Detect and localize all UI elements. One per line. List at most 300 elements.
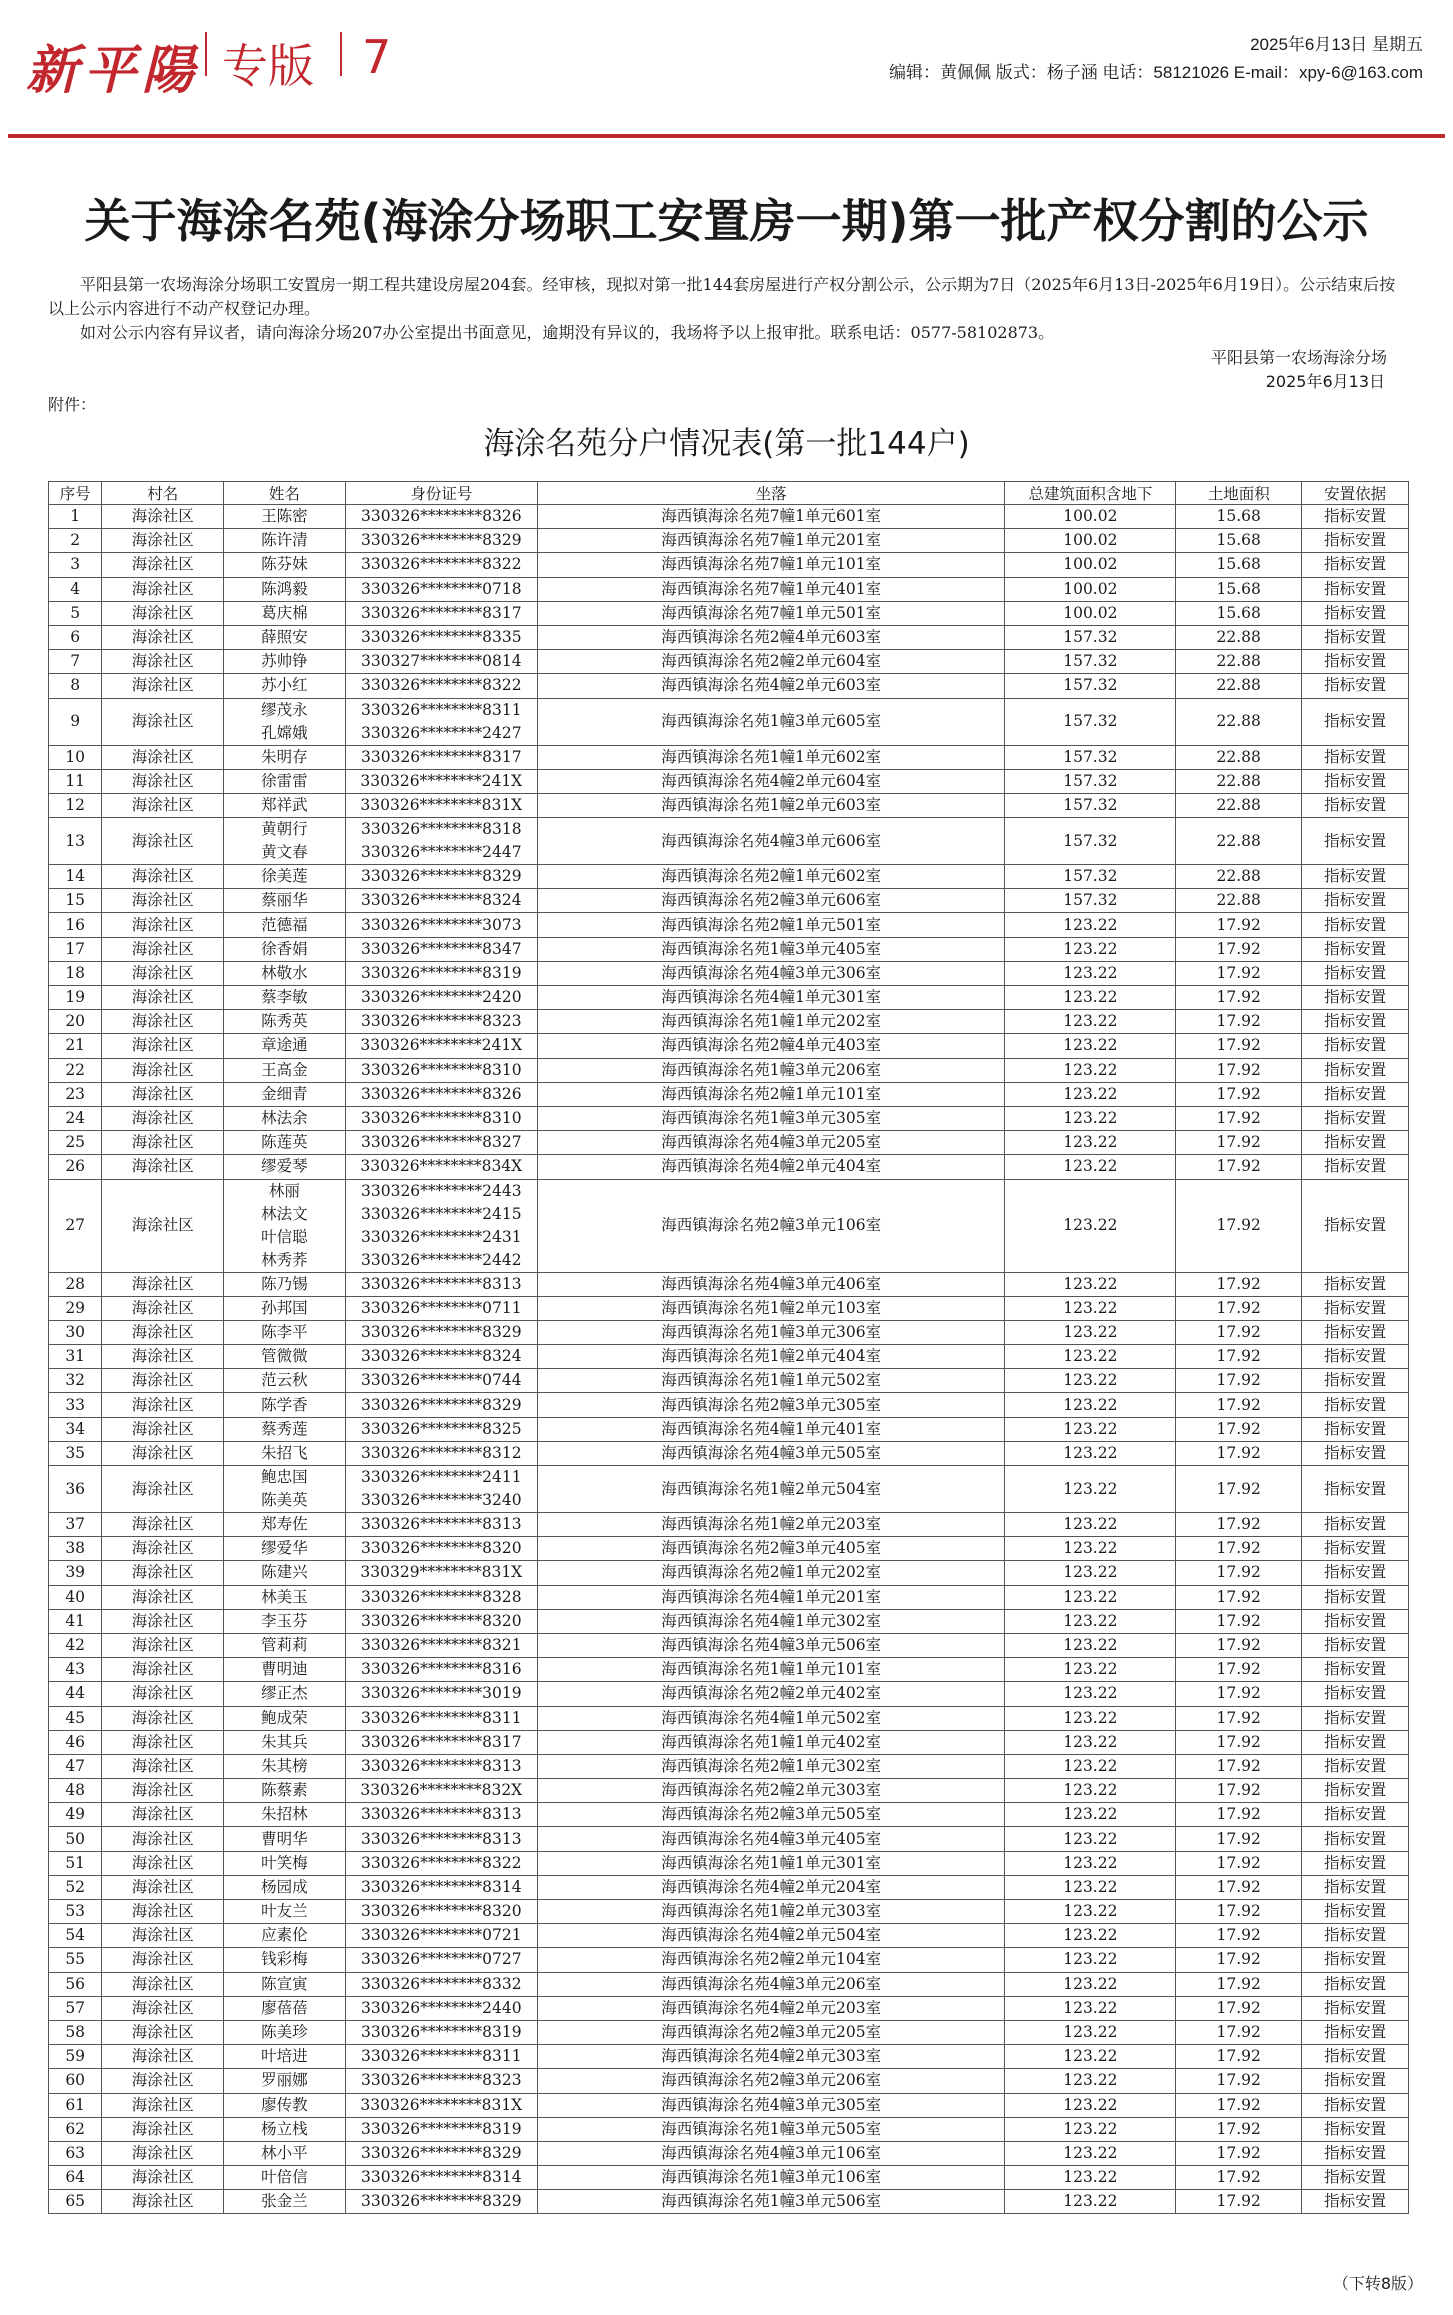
address: 海西镇海涂名苑1幢3单元605室 xyxy=(537,698,1005,745)
village-name: 海涂社区 xyxy=(102,1561,224,1585)
address: 海西镇海涂名苑2幢4单元603室 xyxy=(537,625,1005,649)
owner-name: 叶信聪 xyxy=(261,1227,308,1246)
resettlement-basis: 指标安置 xyxy=(1302,793,1409,817)
land-area: 17.92 xyxy=(1176,913,1302,937)
id-number: 330326********8329 xyxy=(361,867,522,886)
table-row xyxy=(49,1875,1409,1899)
id-number: 330326********8313 xyxy=(361,1756,522,1775)
table-row xyxy=(49,818,1409,865)
id-number: 330326********8326 xyxy=(361,507,522,526)
resettlement-basis: 指标安置 xyxy=(1302,1779,1409,1803)
owner-name: 范云秋 xyxy=(261,1371,308,1390)
owner-name: 缪爱华 xyxy=(261,1539,308,1558)
id-numbers xyxy=(345,1296,537,1320)
table-row xyxy=(49,1754,1409,1778)
village-name: 海涂社区 xyxy=(102,1106,224,1130)
address: 海西镇海涂名苑7幢1单元101室 xyxy=(537,553,1005,577)
id-number: 330326********2427 xyxy=(361,723,522,742)
resettlement-basis: 指标安置 xyxy=(1302,1875,1409,1899)
owner-name: 叶笑梅 xyxy=(261,1853,308,1872)
id-numbers xyxy=(345,1706,537,1730)
owner-name: 苏帅铮 xyxy=(261,652,308,671)
row-number: 52 xyxy=(49,1875,102,1899)
floor-area: 123.22 xyxy=(1005,1296,1176,1320)
table-row xyxy=(49,1179,1409,1272)
address: 海西镇海涂名苑2幢2单元303室 xyxy=(537,1779,1005,1803)
village-name: 海涂社区 xyxy=(102,1466,224,1513)
id-number: 330326********8329 xyxy=(361,1322,522,1341)
owner-name: 朱其兵 xyxy=(261,1732,308,1751)
id-numbers xyxy=(345,2117,537,2141)
row-number: 54 xyxy=(49,1924,102,1948)
row-number: 57 xyxy=(49,1996,102,2020)
row-number: 59 xyxy=(49,2045,102,2069)
village-name: 海涂社区 xyxy=(102,1417,224,1441)
id-number: 330326********2420 xyxy=(361,988,522,1007)
row-number: 37 xyxy=(49,1513,102,1537)
owner-name: 王陈密 xyxy=(261,507,308,526)
land-area: 22.88 xyxy=(1176,698,1302,745)
address: 海西镇海涂名苑1幢1单元301室 xyxy=(537,1851,1005,1875)
floor-area: 123.22 xyxy=(1005,1827,1176,1851)
floor-area: 123.22 xyxy=(1005,2166,1176,2190)
row-number: 29 xyxy=(49,1296,102,1320)
id-number: 330326********8329 xyxy=(361,531,522,550)
address: 海西镇海涂名苑4幢3单元106室 xyxy=(537,2141,1005,2165)
row-number: 23 xyxy=(49,1082,102,1106)
id-number: 330326********831X xyxy=(360,795,523,814)
row-number: 20 xyxy=(49,1010,102,1034)
id-number: 330326********8325 xyxy=(361,1419,522,1438)
owner-names xyxy=(224,1296,346,1320)
resettlement-basis: 指标安置 xyxy=(1302,1948,1409,1972)
table-row xyxy=(49,553,1409,577)
issue-date: 2025年6月13日 星期五 xyxy=(1250,35,1423,54)
address: 海西镇海涂名苑2幢3单元205室 xyxy=(537,2020,1005,2044)
owner-name: 朱招飞 xyxy=(261,1443,308,1462)
floor-area: 123.22 xyxy=(1005,1466,1176,1513)
village-name: 海涂社区 xyxy=(102,1155,224,1179)
id-number: 330326********2431 xyxy=(361,1227,522,1246)
owner-name: 曹明迪 xyxy=(261,1660,308,1679)
table-row xyxy=(49,2166,1409,2190)
village-name: 海涂社区 xyxy=(102,1924,224,1948)
village-name: 海涂社区 xyxy=(102,1345,224,1369)
owner-name: 陈美英 xyxy=(261,1491,308,1509)
owner-names xyxy=(224,1875,346,1899)
address: 海西镇海涂名苑2幢1单元501室 xyxy=(537,913,1005,937)
id-number: 330326********2440 xyxy=(361,1998,522,2017)
table-row xyxy=(49,650,1409,674)
land-area: 17.92 xyxy=(1176,1393,1302,1417)
id-number: 330326********8322 xyxy=(361,1853,522,1872)
address: 海西镇海涂名苑4幢1单元301室 xyxy=(537,986,1005,1010)
resettlement-basis: 指标安置 xyxy=(1302,1561,1409,1585)
village-name: 海涂社区 xyxy=(102,2093,224,2117)
row-number: 55 xyxy=(49,1948,102,1972)
id-number: 330326********8313 xyxy=(361,1805,522,1824)
address: 海西镇海涂名苑2幢3单元305室 xyxy=(537,1393,1005,1417)
land-area: 17.92 xyxy=(1176,2190,1302,2214)
address: 海西镇海涂名苑4幢3单元205室 xyxy=(537,1131,1005,1155)
owner-names xyxy=(224,601,346,625)
village-name: 海涂社区 xyxy=(102,529,224,553)
land-area: 17.92 xyxy=(1176,1803,1302,1827)
id-numbers xyxy=(345,1585,537,1609)
resettlement-basis: 指标安置 xyxy=(1302,1730,1409,1754)
table-row xyxy=(49,865,1409,889)
floor-area: 123.22 xyxy=(1005,1658,1176,1682)
village-name: 海涂社区 xyxy=(102,769,224,793)
land-area: 17.92 xyxy=(1176,2020,1302,2044)
owner-names xyxy=(224,745,346,769)
resettlement-basis: 指标安置 xyxy=(1302,1296,1409,1320)
id-numbers xyxy=(345,1345,537,1369)
village-name: 海涂社区 xyxy=(102,1730,224,1754)
table-row xyxy=(49,1082,1409,1106)
village-name: 海涂社区 xyxy=(102,601,224,625)
id-numbers xyxy=(345,553,537,577)
owner-names xyxy=(224,1658,346,1682)
resettlement-basis: 指标安置 xyxy=(1302,601,1409,625)
village-name: 海涂社区 xyxy=(102,1537,224,1561)
land-area: 17.92 xyxy=(1176,1320,1302,1344)
owner-names xyxy=(224,2117,346,2141)
address: 海西镇海涂名苑4幢3单元506室 xyxy=(537,1633,1005,1657)
owner-name: 应素伦 xyxy=(261,1926,308,1945)
resettlement-basis: 指标安置 xyxy=(1302,2020,1409,2044)
address: 海西镇海涂名苑7幢1单元601室 xyxy=(537,505,1005,529)
land-area: 17.92 xyxy=(1176,2045,1302,2069)
village-name: 海涂社区 xyxy=(102,1658,224,1682)
table-row xyxy=(49,1155,1409,1179)
owner-name: 金细青 xyxy=(261,1084,308,1103)
id-number: 330326********8323 xyxy=(361,1012,522,1031)
floor-area: 157.32 xyxy=(1005,769,1176,793)
table-row xyxy=(49,1393,1409,1417)
village-name: 海涂社区 xyxy=(102,1779,224,1803)
floor-area: 123.22 xyxy=(1005,1851,1176,1875)
row-number: 8 xyxy=(49,674,102,698)
id-number: 330326********2411 xyxy=(361,1468,522,1486)
village-name: 海涂社区 xyxy=(102,577,224,601)
village-name: 海涂社区 xyxy=(102,1393,224,1417)
address: 海西镇海涂名苑1幢2单元404室 xyxy=(537,1345,1005,1369)
floor-area: 123.22 xyxy=(1005,1779,1176,1803)
owner-names xyxy=(224,865,346,889)
row-number: 46 xyxy=(49,1730,102,1754)
id-numbers xyxy=(345,1875,537,1899)
resettlement-basis: 指标安置 xyxy=(1302,2117,1409,2141)
village-name: 海涂社区 xyxy=(102,889,224,913)
id-number: 330326********8322 xyxy=(361,555,522,574)
row-number: 62 xyxy=(49,2117,102,2141)
masthead xyxy=(0,0,1453,140)
floor-area: 123.22 xyxy=(1005,1924,1176,1948)
land-area: 17.92 xyxy=(1176,2166,1302,2190)
id-numbers xyxy=(345,986,537,1010)
village-name: 海涂社区 xyxy=(102,1082,224,1106)
owner-names xyxy=(224,818,346,865)
newspaper-logo: 新平陽 xyxy=(26,40,201,101)
owner-name: 张金兰 xyxy=(261,2192,308,2211)
floor-area: 123.22 xyxy=(1005,2117,1176,2141)
floor-area: 123.22 xyxy=(1005,1393,1176,1417)
owner-name: 缪茂永 xyxy=(261,700,308,719)
owner-names xyxy=(224,2166,346,2190)
id-number: 330326********3240 xyxy=(361,1491,522,1509)
owner-name: 杨立栈 xyxy=(261,2119,308,2138)
resettlement-basis: 指标安置 xyxy=(1302,2069,1409,2093)
column-header: 序号 xyxy=(49,482,102,505)
owner-name: 蔡丽华 xyxy=(261,891,308,910)
resettlement-basis: 指标安置 xyxy=(1302,529,1409,553)
notice-date: 2025年6月13日 xyxy=(1265,372,1385,391)
land-area: 22.88 xyxy=(1176,889,1302,913)
table-row xyxy=(49,961,1409,985)
id-number: 330326********834X xyxy=(360,1157,523,1176)
owner-names xyxy=(224,1924,346,1948)
floor-area: 123.22 xyxy=(1005,1706,1176,1730)
id-numbers xyxy=(345,913,537,937)
village-name: 海涂社区 xyxy=(102,1513,224,1537)
floor-area: 100.02 xyxy=(1005,505,1176,529)
owner-names xyxy=(224,1179,346,1272)
land-area: 17.92 xyxy=(1176,1682,1302,1706)
column-header: 姓名 xyxy=(224,482,346,505)
id-number: 330326********8324 xyxy=(361,1347,522,1366)
resettlement-basis: 指标安置 xyxy=(1302,577,1409,601)
resettlement-basis: 指标安置 xyxy=(1302,986,1409,1010)
land-area: 17.92 xyxy=(1176,1179,1302,1272)
table-row xyxy=(49,1682,1409,1706)
owner-name: 陈宣寅 xyxy=(261,1974,308,1993)
resettlement-basis: 指标安置 xyxy=(1302,769,1409,793)
village-name: 海涂社区 xyxy=(102,1320,224,1344)
table-row xyxy=(49,505,1409,529)
id-numbers xyxy=(345,1996,537,2020)
table-row xyxy=(49,1345,1409,1369)
village-name: 海涂社区 xyxy=(102,1972,224,1996)
table-row xyxy=(49,937,1409,961)
floor-area: 123.22 xyxy=(1005,2093,1176,2117)
table-row xyxy=(49,529,1409,553)
village-name: 海涂社区 xyxy=(102,745,224,769)
id-number: 330326********8327 xyxy=(361,1133,522,1152)
address: 海西镇海涂名苑2幢3单元505室 xyxy=(537,1803,1005,1827)
address: 海西镇海涂名苑1幢3单元305室 xyxy=(537,1106,1005,1130)
table-row xyxy=(49,601,1409,625)
land-area: 17.92 xyxy=(1176,1010,1302,1034)
table-row xyxy=(49,769,1409,793)
row-number: 17 xyxy=(49,937,102,961)
floor-area: 157.32 xyxy=(1005,889,1176,913)
row-number: 45 xyxy=(49,1706,102,1730)
attachment-label: 附件： xyxy=(48,395,97,414)
floor-area: 123.22 xyxy=(1005,986,1176,1010)
floor-area: 123.22 xyxy=(1005,1155,1176,1179)
land-area: 17.92 xyxy=(1176,1537,1302,1561)
row-number: 19 xyxy=(49,986,102,1010)
row-number: 42 xyxy=(49,1633,102,1657)
id-numbers xyxy=(345,1393,537,1417)
owner-names xyxy=(224,1730,346,1754)
land-area: 17.92 xyxy=(1176,1561,1302,1585)
floor-area: 123.22 xyxy=(1005,1034,1176,1058)
owner-name: 陈蔡素 xyxy=(261,1781,308,1800)
row-number: 43 xyxy=(49,1658,102,1682)
id-number: 330326********8322 xyxy=(361,676,522,695)
owner-names xyxy=(224,650,346,674)
floor-area: 100.02 xyxy=(1005,577,1176,601)
owner-name: 薛照安 xyxy=(261,628,308,647)
floor-area: 157.32 xyxy=(1005,793,1176,817)
id-number: 330326********8329 xyxy=(361,2192,522,2211)
village-name: 海涂社区 xyxy=(102,2020,224,2044)
village-name: 海涂社区 xyxy=(102,986,224,1010)
row-number: 18 xyxy=(49,961,102,985)
table-row xyxy=(49,698,1409,745)
village-name: 海涂社区 xyxy=(102,961,224,985)
resettlement-basis: 指标安置 xyxy=(1302,1393,1409,1417)
row-number: 34 xyxy=(49,1417,102,1441)
owner-name: 郑寿佐 xyxy=(261,1515,308,1534)
village-name: 海涂社区 xyxy=(102,1058,224,1082)
id-numbers xyxy=(345,1058,537,1082)
address: 海西镇海涂名苑4幢3单元306室 xyxy=(537,961,1005,985)
row-number: 39 xyxy=(49,1561,102,1585)
row-number: 36 xyxy=(49,1466,102,1513)
id-numbers xyxy=(345,1179,537,1272)
land-area: 17.92 xyxy=(1176,1131,1302,1155)
id-numbers xyxy=(345,2045,537,2069)
owner-name: 李玉芬 xyxy=(261,1611,308,1630)
owner-name: 曹明华 xyxy=(261,1829,308,1848)
id-numbers xyxy=(345,1441,537,1465)
village-name: 海涂社区 xyxy=(102,674,224,698)
address: 海西镇海涂名苑4幢3单元305室 xyxy=(537,2093,1005,2117)
resettlement-basis: 指标安置 xyxy=(1302,505,1409,529)
address: 海西镇海涂名苑2幢4单元403室 xyxy=(537,1034,1005,1058)
id-number: 330326********2415 xyxy=(361,1204,522,1223)
row-number: 40 xyxy=(49,1585,102,1609)
row-number: 26 xyxy=(49,1155,102,1179)
notice-paragraph: 如对公示内容有异议者，请向海涂分场207办公室提出书面意见，逾期没有异议的，我场将予以上报审批。联系电话：0577-58102873。 xyxy=(80,323,1055,342)
resettlement-basis: 指标安置 xyxy=(1302,1320,1409,1344)
owner-names xyxy=(224,1972,346,1996)
table-row xyxy=(49,1972,1409,1996)
village-name: 海涂社区 xyxy=(102,1682,224,1706)
table-title: 海涂名苑分户情况表(第一批144户) xyxy=(483,426,970,462)
floor-area: 123.22 xyxy=(1005,1948,1176,1972)
owner-names xyxy=(224,1345,346,1369)
id-numbers xyxy=(345,1754,537,1778)
address: 海西镇海涂名苑4幢2单元404室 xyxy=(537,1155,1005,1179)
table-row xyxy=(49,2045,1409,2069)
owner-names xyxy=(224,1320,346,1344)
village-name: 海涂社区 xyxy=(102,2069,224,2093)
row-number: 61 xyxy=(49,2093,102,2117)
row-number: 7 xyxy=(49,650,102,674)
id-number: 330326********241X xyxy=(360,771,523,790)
id-numbers xyxy=(345,1537,537,1561)
row-number: 32 xyxy=(49,1369,102,1393)
column-header: 坐落 xyxy=(537,482,1005,505)
owner-names xyxy=(224,1155,346,1179)
owner-names xyxy=(224,1441,346,1465)
id-numbers xyxy=(345,1106,537,1130)
address: 海西镇海涂名苑4幢1单元302室 xyxy=(537,1609,1005,1633)
editor-credits: 编辑：黄佩佩 版式：杨子涵 电话：58121026 E-mail：xpy-6@163.com xyxy=(888,63,1423,82)
land-area: 17.92 xyxy=(1176,1441,1302,1465)
table-row xyxy=(49,1058,1409,1082)
floor-area: 123.22 xyxy=(1005,1010,1176,1034)
row-number: 56 xyxy=(49,1972,102,1996)
notice-paragraph: 平阳县第一农场海涂分场职工安置房一期工程共建设房屋204套。经审核，现拟对第一批144套房屋进行产权分割公示，公示期为7日（2025年6月13日-2025年6月19日）。公示结束后按以上公示内容进行不动产权登记办理。 xyxy=(48,275,1396,318)
id-number: 330326********8317 xyxy=(361,747,522,766)
row-number: 47 xyxy=(49,1754,102,1778)
id-numbers xyxy=(345,529,537,553)
owner-names xyxy=(224,1513,346,1537)
owner-name: 章途通 xyxy=(261,1036,308,1055)
land-area: 15.68 xyxy=(1176,553,1302,577)
table-row xyxy=(49,1609,1409,1633)
address: 海西镇海涂名苑4幢3单元606室 xyxy=(537,818,1005,865)
resettlement-basis: 指标安置 xyxy=(1302,1537,1409,1561)
owner-name: 廖蓓蓓 xyxy=(261,1998,308,2017)
id-numbers xyxy=(345,1131,537,1155)
floor-area: 157.32 xyxy=(1005,818,1176,865)
id-numbers xyxy=(345,1034,537,1058)
masthead-divider xyxy=(205,32,207,76)
resettlement-basis: 指标安置 xyxy=(1302,1972,1409,1996)
row-number: 16 xyxy=(49,913,102,937)
owner-names xyxy=(224,1996,346,2020)
id-number: 330326********0727 xyxy=(361,1950,522,1969)
id-numbers xyxy=(345,1466,537,1513)
owner-name: 钱彩梅 xyxy=(261,1950,308,1969)
owner-name: 陈芬妹 xyxy=(261,555,308,574)
owner-name: 孙邦国 xyxy=(261,1298,308,1317)
table-row xyxy=(49,1513,1409,1537)
id-numbers xyxy=(345,1948,537,1972)
floor-area: 157.32 xyxy=(1005,698,1176,745)
id-number: 330326********8313 xyxy=(361,1274,522,1293)
land-area: 15.68 xyxy=(1176,529,1302,553)
owner-names xyxy=(224,986,346,1010)
address: 海西镇海涂名苑4幢2单元203室 xyxy=(537,1996,1005,2020)
address: 海西镇海涂名苑4幢3单元505室 xyxy=(537,1441,1005,1465)
id-numbers xyxy=(345,1155,537,1179)
owner-names xyxy=(224,1417,346,1441)
address: 海西镇海涂名苑1幢2单元103室 xyxy=(537,1296,1005,1320)
id-number: 330327********0814 xyxy=(361,652,522,671)
land-area: 15.68 xyxy=(1176,601,1302,625)
floor-area: 123.22 xyxy=(1005,1131,1176,1155)
address: 海西镇海涂名苑1幢2单元203室 xyxy=(537,1513,1005,1537)
table-row xyxy=(49,1537,1409,1561)
id-numbers xyxy=(345,2093,537,2117)
table-row xyxy=(49,2093,1409,2117)
land-area: 17.92 xyxy=(1176,937,1302,961)
owner-names xyxy=(224,1537,346,1561)
id-number: 330326********8316 xyxy=(361,1660,522,1679)
land-area: 22.88 xyxy=(1176,674,1302,698)
id-numbers xyxy=(345,577,537,601)
id-number: 330326********8329 xyxy=(361,1395,522,1414)
land-area: 22.88 xyxy=(1176,650,1302,674)
address: 海西镇海涂名苑1幢3单元505室 xyxy=(537,2117,1005,2141)
